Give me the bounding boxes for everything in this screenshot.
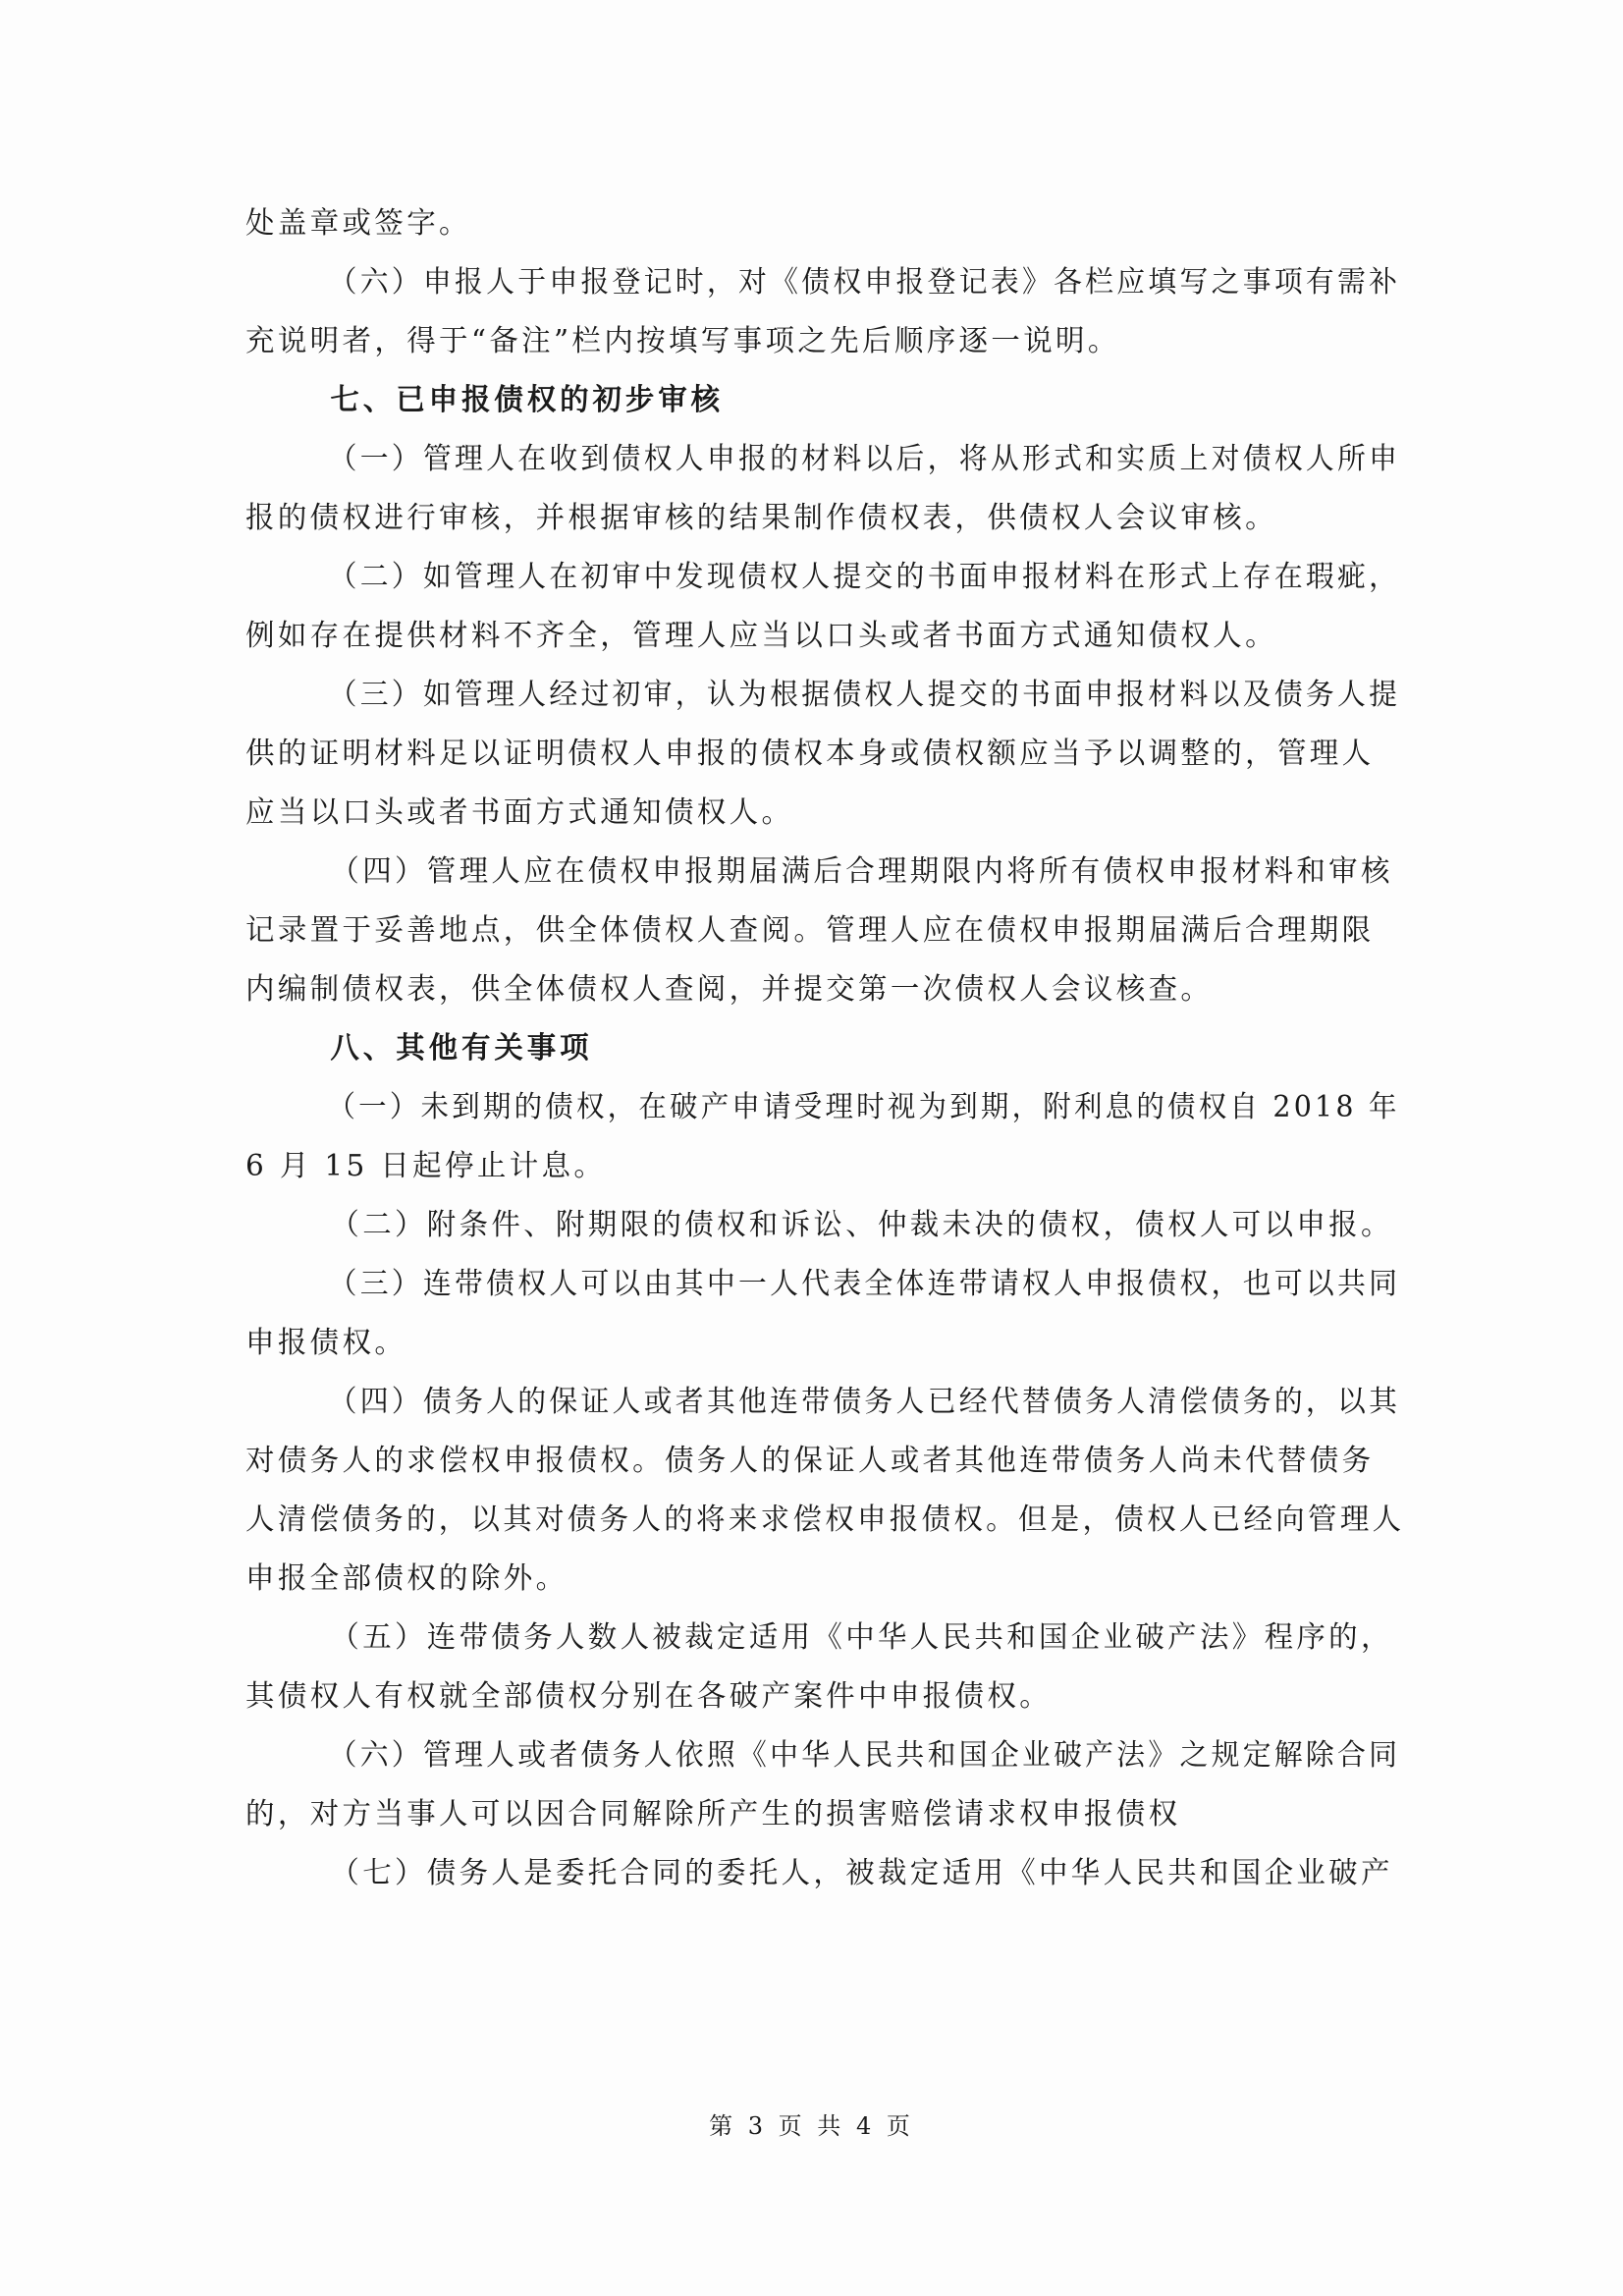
paragraph-start-line: （一）管理人在收到债权人申报的材料以后，将从形式和实质上对债权人所申 (328, 442, 1401, 476)
text-line: 充说明者，得于“备注”栏内按填写事项之先后顺序逐一说明。 (245, 324, 1120, 358)
text-line: 对债务人的求偿权申报债权。债务人的保证人或者其他连带债务人尚未代替债务 (245, 1444, 1375, 1478)
text-line: 其债权人有权就全部债权分别在各破产案件中申报债权。 (245, 1679, 1053, 1714)
text-line: 应当以口头或者书面方式通知债权人。 (245, 795, 794, 830)
text-line: 供的证明材料足以证明债权人申报的债权本身或债权额应当予以调整的，管理人 (245, 737, 1375, 771)
paragraph-start-line: （四）债务人的保证人或者其他连带债务人已经代替债务人清偿债务的，以其 (328, 1385, 1401, 1419)
text-line: 例如存在提供材料不齐全，管理人应当以口头或者书面方式通知债权人。 (245, 619, 1277, 653)
text-line: 人清偿债务的，以其对债务人的将来求偿权申报债权。但是，债权人已经向管理人 (245, 1503, 1405, 1537)
page-footer: 第 3 页 共 4 页 (709, 2112, 914, 2140)
paragraph-start-line: （五）连带债务人数人被裁定适用《中华人民共和国企业破产法》程序的， (330, 1620, 1393, 1655)
paragraph-start-line: （六）管理人或者债务人依照《中华人民共和国企业破产法》之规定解除合同 (328, 1738, 1401, 1773)
paragraph-start-line: （六）申报人于申报登记时，对《债权申报登记表》各栏应填写之事项有需补 (328, 265, 1401, 300)
paragraph-start-line: （七）债务人是委托合同的委托人，被裁定适用《中华人民共和国企业破产 (330, 1856, 1393, 1890)
document-body (245, 194, 1424, 1903)
paragraph-start-line: （二）如管理人在初审中发现债权人提交的书面申报材料在形式上存在瑕疵， (328, 560, 1401, 594)
text-line: 报的债权进行审核，并根据审核的结果制作债权表，供债权人会议审核。 (245, 501, 1277, 535)
text-line: 申报债权。 (245, 1326, 407, 1360)
paragraph-start-line: （二）附条件、附期限的债权和诉讼、仲裁未决的债权，债权人可以申报。 (330, 1208, 1393, 1242)
text-line: 内编制债权表，供全体债权人查阅，并提交第一次债权人会议核查。 (245, 972, 1214, 1007)
text-line: 申报全部债权的除外。 (245, 1561, 568, 1596)
text-line: 的，对方当事人可以因合同解除所产生的损害赔偿请求权申报债权 (245, 1797, 1181, 1831)
section-heading: 七、已申报债权的初步审核 (330, 383, 725, 417)
paragraph-start-line: （四）管理人应在债权申报期届满后合理期限内将所有债权申报材料和审核 (330, 854, 1393, 889)
paragraph-start-line: （三）连带债权人可以由其中一人代表全体连带请权人申报债权，也可以共同 (328, 1267, 1401, 1301)
paragraph-start-line: （一）未到期的债权，在破产申请受理时视为到期，附利息的债权自 2018 年 (327, 1090, 1400, 1124)
text-line: 6 月 15 日起停止计息。 (245, 1149, 607, 1183)
paragraph-start-line: （三）如管理人经过初审，认为根据债权人提交的书面申报材料以及债务人提 (328, 678, 1401, 712)
text-line: 处盖章或签字。 (245, 206, 471, 241)
text-line: 记录置于妥善地点，供全体债权人查阅。管理人应在债权申报期届满后合理期限 (245, 913, 1375, 948)
section-heading: 八、其他有关事项 (330, 1031, 593, 1066)
